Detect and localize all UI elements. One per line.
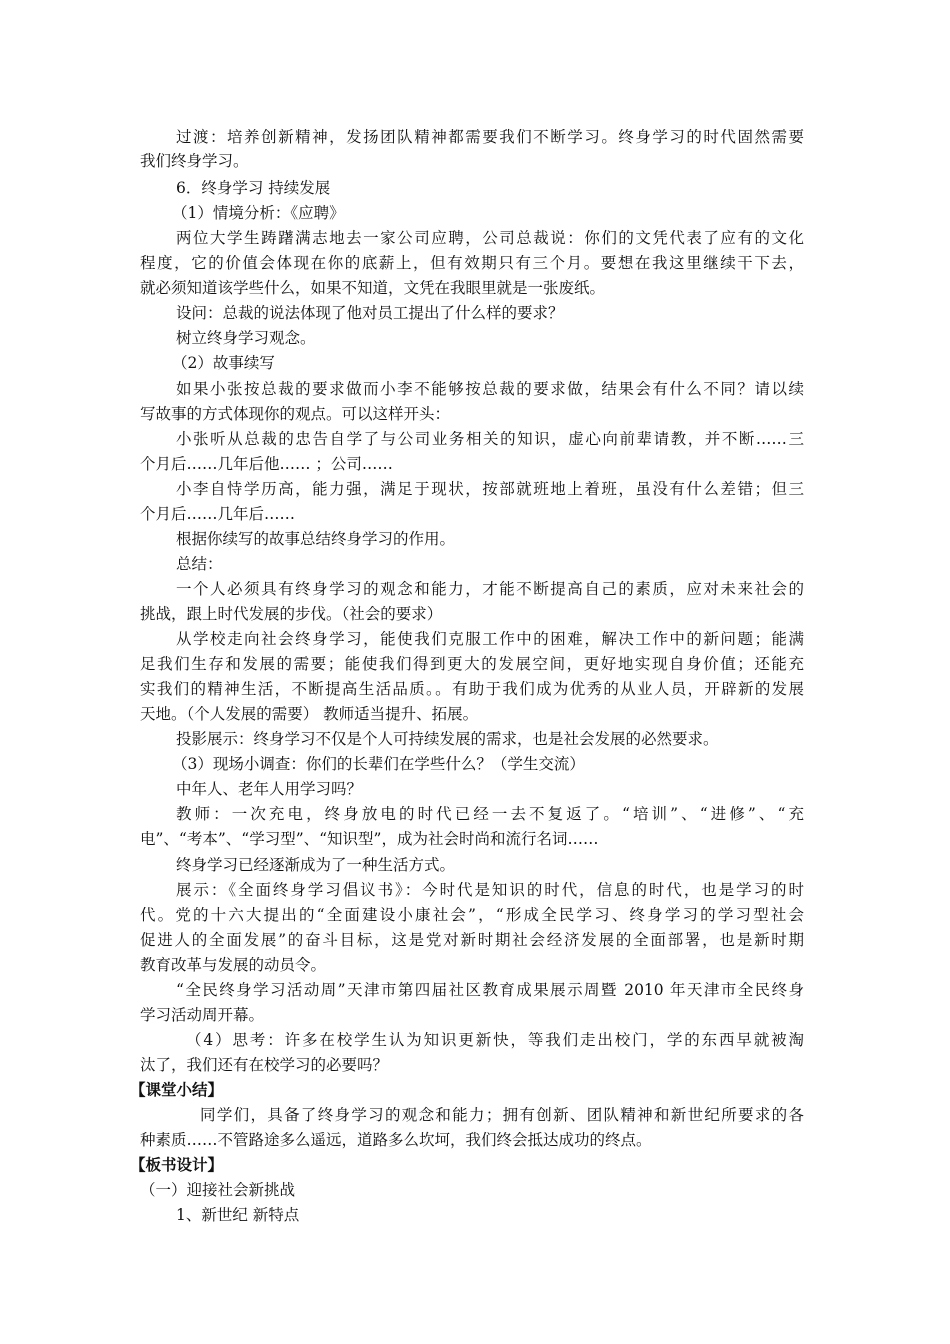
text-line: 足我们生存和发展的需要；能使我们得到更大的发展空间，更好地实现自身价值；还能充 [140, 655, 804, 673]
text-line: 教育改革与发展的动员令。 [140, 956, 327, 974]
text-line: 终身学习已经逐渐成为了一种生活方式。 [176, 856, 456, 874]
text-line: 挑战，跟上时代发展的步伐。（社会的要求） [140, 605, 443, 623]
text-line: 种素质……不管路途多么遥远，道路多么坎坷，我们终会抵达成功的终点。 [140, 1131, 652, 1149]
section-heading-class-summary: 【课堂小结】 [130, 1080, 224, 1099]
text-line: 促进人的全面发展”的奋斗目标，这是党对新时期社会经济发展的全面部署，也是新时期 [140, 931, 804, 949]
text-line: 一个人必须具有终身学习的观念和能力，才能不断提高自己的素质，应对未来社会的 [176, 580, 804, 598]
section-heading-board-design: 【板书设计】 [130, 1155, 224, 1174]
section-heading: 6．终身学习 持续发展 [176, 179, 331, 197]
text-line: 中年人、老年人用学习吗？ [176, 780, 363, 798]
text-line: 根据你续写的故事总结终身学习的作用。 [176, 530, 456, 548]
text-line: 过渡：培养创新精神，发扬团队精神都需要我们不断学习。终身学习的时代固然需要 [176, 128, 804, 146]
text-line: 小李自恃学历高，能力强，满足于现状，按部就班地上着班，虽没有什么差错；但三 [176, 480, 804, 498]
text-line: 小张听从总裁的忠告自学了与公司业务相关的知识，虚心向前辈请教，并不断……三 [176, 430, 804, 448]
text-line: 电”、“考本”、“学习型”、“知识型”，成为社会时尚和流行名词…… [140, 830, 599, 848]
text-line: 汰了，我们还有在校学习的必要吗？ [140, 1056, 389, 1074]
text-line: 我们终身学习。 [140, 152, 249, 170]
text-line: 程度，它的价值会体现在你的底薪上，但有效期只有三个月。要想在我这里继续干下去， [140, 254, 804, 272]
text-line: （一）迎接社会新挑战 [140, 1181, 296, 1199]
text-line: 就必须知道该学些什么，如果不知道，文凭在我眼里就是一张废纸。 [140, 279, 606, 297]
text-line: 树立终身学习观念。 [176, 329, 316, 347]
text-line: 设问：总裁的说法体现了他对员工提出了什么样的要求？ [176, 304, 564, 322]
text-line: 个月后……几年后…… [140, 505, 296, 523]
text-line: 实我们的精神生活，不断提高生活品质。。有助于我们成为优秀的从业人员，开辟新的发展 [140, 680, 804, 698]
text-line: （1）情境分析：《应聘》 [172, 204, 345, 222]
text-line: 教师：一次充电，终身放电的时代已经一去不复返了。“培训”、“进修”、“充 [176, 805, 804, 823]
text-line: 1、新世纪 新特点 [176, 1206, 300, 1224]
text-line: “全民终身学习活动周”天津市第四届社区教育成果展示周暨 2010 年天津市全民终身 [176, 981, 804, 999]
text-line: 学习活动周开幕。 [140, 1006, 265, 1024]
text-line: （2）故事续写 [172, 354, 275, 372]
text-line: （3）现场小调查：你们的长辈们在学些什么？（学生交流） [172, 755, 585, 773]
text-line: 写故事的方式体现你的观点。可以这样开头： [140, 405, 451, 423]
text-line: 天地。（个人发展的需要） 教师适当提升、拓展。 [140, 705, 479, 723]
text-line: 投影展示：终身学习不仅是个人可持续发展的需求，也是社会发展的必然要求。 [176, 730, 719, 748]
text-line: 同学们，具备了终身学习的观念和能力；拥有创新、团队精神和新世纪所要求的各 [200, 1106, 804, 1124]
text-line: 两位大学生踌躇满志地去一家公司应聘，公司总裁说：你们的文凭代表了应有的文化 [176, 229, 804, 247]
text-line: 个月后……几年后他…… ；公司…… [140, 455, 393, 473]
text-line: 从学校走向社会终身学习，能使我们克服工作中的困难，解决工作中的新问题；能满 [176, 630, 804, 648]
text-line: 代。党的十六大提出的“全面建设小康社会”，“形成全民学习、终身学习的学习型社会 [140, 906, 804, 924]
text-line: 总结： [176, 555, 223, 573]
text-line: （4）思考：许多在校学生认为知识更新快，等我们走出校门，学的东西早就被淘 [186, 1031, 804, 1049]
text-line: 展示：《全面终身学习倡议书》：今时代是知识的时代，信息的时代，也是学习的时 [176, 881, 804, 899]
text-line: 如果小张按总裁的要求做而小李不能够按总裁的要求做，结果会有什么不同？请以续 [176, 380, 804, 398]
